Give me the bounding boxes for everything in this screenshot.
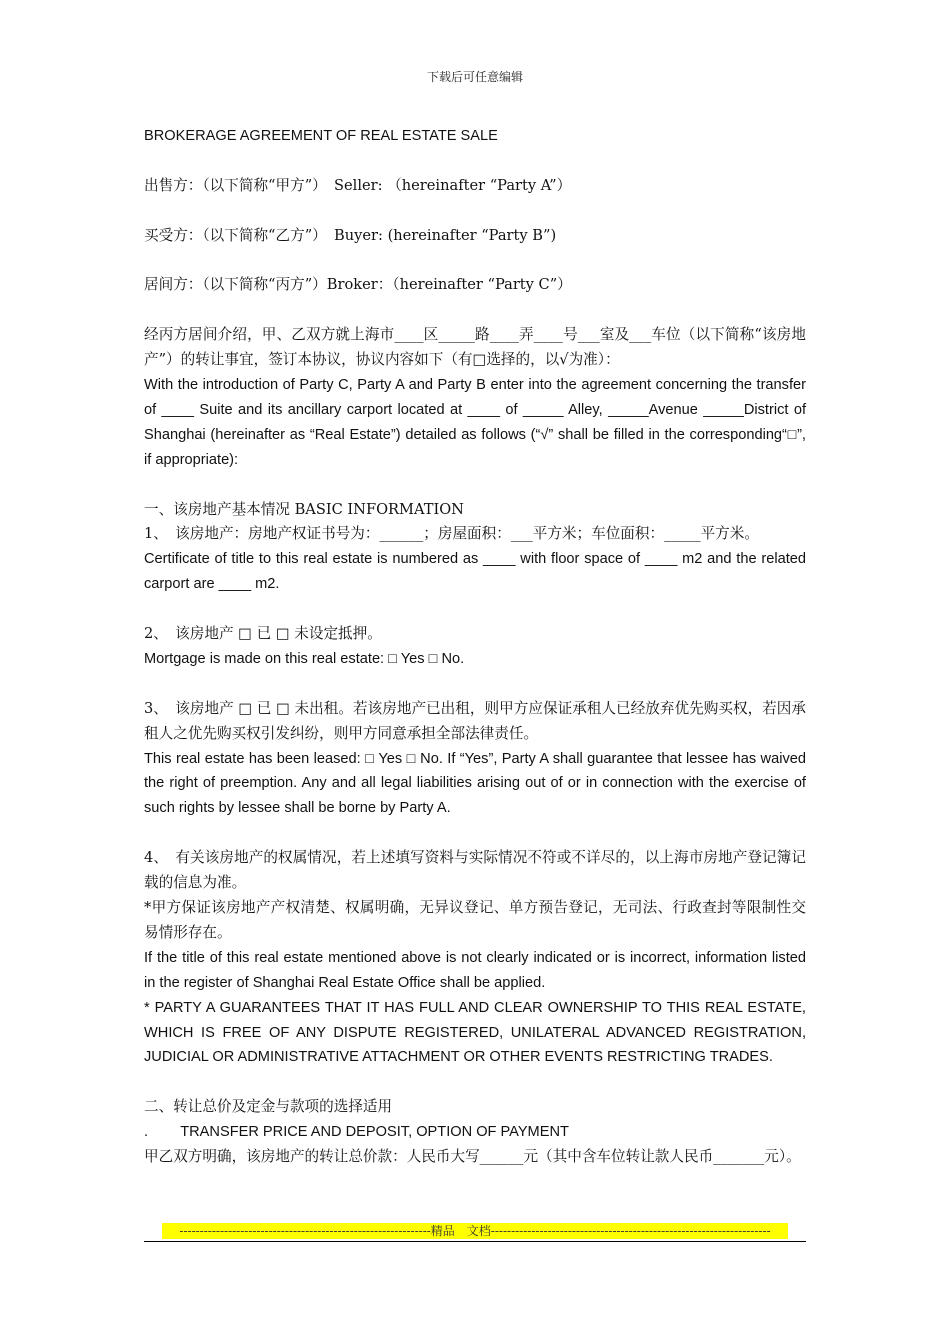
page-footer xyxy=(144,1221,806,1242)
spacer xyxy=(144,149,806,174)
section1-item1-cn: 1、 该房地产：房地产权证书号为：______；房屋面积：___平方米；车位面积：_____平方米。 xyxy=(144,525,759,543)
section1-item4-cn-guarantee: *甲方保证该房地产产权清楚、权属明确，无异议登记、单方预告登记，无司法、行政查封等限制性交易情形存在。 xyxy=(144,898,806,941)
section1-heading: 一、该房地产基本情况 BASIC INFORMATION xyxy=(144,500,464,518)
spacer xyxy=(144,597,806,622)
section1-item2-cn: 2、 该房地产 □ 已 □ 未设定抵押。 xyxy=(144,625,382,643)
section1-item1-en: Certificate of title to this real estate is numbered as ____ with floor space of ____ m2 and the related carport are ____ m2. xyxy=(144,551,806,593)
spacer xyxy=(144,298,806,323)
section1-item3-cn: 3、 该房地产 □ 已 □ 未出租。若该房地产已出租，则甲方应保证承租人已经放弃优先购买权，若因承租人之优先购买权引发纠纷，则甲方同意承担全部法律责任。 xyxy=(144,699,806,742)
section1-item4-cn: 4、 有关该房地产的权属情况，若上述填写资料与实际情况不符或不详尽的，以上海市房地产登记簿记载的信息为准。 xyxy=(144,849,806,892)
section1-item3-en: This real estate has been leased: □ Yes □ No. If “Yes”, Party A shall guarantee that lessee has waived the right of preemption. Any and all legal liabilities arising out of or in connection with the exercise of such rights by lessee shall be borne by Party A. xyxy=(144,750,806,817)
spacer xyxy=(144,1070,806,1095)
section1-item2-en: Mortgage is made on this real estate: □ Yes □ No. xyxy=(144,650,465,667)
page-header: 下载后可任意编辑 xyxy=(426,70,523,84)
spacer xyxy=(144,473,806,498)
party-buyer: 买受方：（以下简称“乙方”） Buyer: (hereinafter “Party B”) xyxy=(144,226,557,244)
party-seller: 出售方：（以下简称“甲方”） Seller: （hereinafter “Party A”） xyxy=(144,176,572,194)
section2-heading-en: . TRANSFER PRICE AND DEPOSIT, OPTION OF PAYMENT xyxy=(144,1124,569,1141)
section2-paragraph-cn: 甲乙双方明确，该房地产的转让总价款：人民币大写______元（其中含车位转让款人民币_______元）。 xyxy=(144,1148,801,1166)
intro-en: With the introduction of Party C, Party A and Party B enter into the agreement concerning the transfer of ____ Suite and its ancillary carport located at ____ of _____ Alley, _____Avenue _____District of Shanghai (hereinafter as “Real Estate”) detailed as follows (“√” shall be filled in the corresponding“□”, if appropriate): xyxy=(144,377,806,468)
spacer xyxy=(144,249,806,274)
section1-item4-en: If the title of this real estate mentioned above is not clearly indicated or is incorrect, information listed in the register of Shanghai Real Estate Office shall be applied. xyxy=(144,949,806,991)
spacer xyxy=(144,199,806,224)
section1-item4-en-guarantee: * PARTY A GUARANTEES THAT IT HAS FULL AND CLEAR OWNERSHIP TO THIS REAL ESTATE, WHICH IS FREE OF ANY DISPUTE REGISTERED, UNILATERAL ADVANCED REGISTRATION, JUDICIAL OR ADMINISTRATIVE ATTACHMENT OR OTHER EVENTS RESTRICTING TRADES. xyxy=(144,999,806,1066)
document-body xyxy=(144,124,806,1170)
footer-highlight-text: --------------------------------------------------------------精品 文档--------------------------------------------------------------------- xyxy=(162,1223,788,1239)
spacer xyxy=(144,821,806,846)
spacer xyxy=(144,672,806,697)
section2-heading-cn: 二、转让总价及定金与款项的选择适用 xyxy=(144,1098,393,1116)
document-title: BROKERAGE AGREEMENT OF REAL ESTATE SALE xyxy=(144,128,498,144)
intro-cn: 经丙方居间介绍，甲、乙双方就上海市____区_____路____弄____号___室及___车位（以下简称“该房地产”）的转让事宜，签订本协议，协议内容如下（有□选择的，以√为准）： xyxy=(144,326,806,369)
party-broker: 居间方：（以下简称“丙方”）Broker：（hereinafter “Party C”） xyxy=(144,276,572,294)
